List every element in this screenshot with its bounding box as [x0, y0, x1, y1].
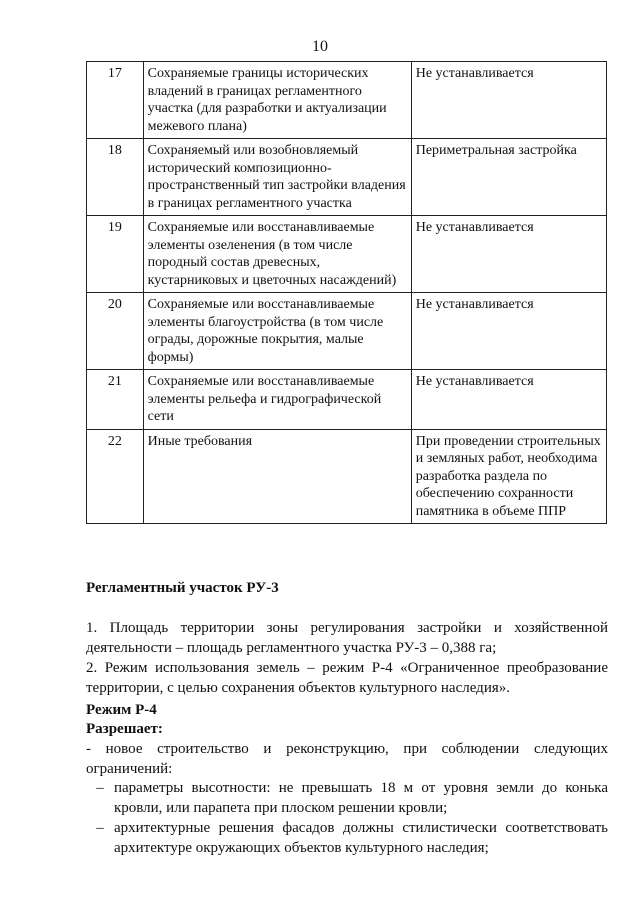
requirements-table — [86, 61, 607, 524]
page-number: 10 — [312, 38, 328, 55]
table-row — [87, 216, 607, 293]
requirement-value-cell: Не устанавливается — [411, 370, 606, 430]
requirement-value-cell: Не устанавливается — [411, 293, 606, 370]
row-number-cell: 21 — [87, 370, 144, 430]
restriction-item — [86, 818, 608, 858]
table-row — [87, 293, 607, 370]
table-row — [87, 62, 607, 139]
row-number-cell: 20 — [87, 293, 144, 370]
row-number-cell: 17 — [87, 62, 144, 139]
requirement-name-cell: Сохраняемые или восстанавливаемые элементы озеленения (в том числе породный состав древесных, кустарниковых и цветочных насаждений) — [143, 216, 411, 293]
table-row — [87, 370, 607, 430]
row-number-cell: 18 — [87, 139, 144, 216]
land-use-paragraph: 2. Режим использования земель – режим Р-4 «Ограниченное преобразование территории, с целью сохранения объектов культурного наследия». — [86, 660, 608, 696]
mode-heading: Режим Р-4 — [86, 702, 157, 718]
allows-intro: - новое строительство и реконструкцию, при соблюдении следующих ограничений: — [86, 741, 608, 777]
requirement-value-cell: Не устанавливается — [411, 216, 606, 293]
row-number-cell: 19 — [87, 216, 144, 293]
restriction-item — [86, 778, 608, 818]
dash-bullet: – — [96, 780, 104, 796]
section-heading: Регламентный участок РУ-3 — [86, 580, 279, 596]
requirement-value-cell: Не устанавливается — [411, 62, 606, 139]
area-paragraph: 1. Площадь территории зоны регулирования застройки и хозяйственной деятельности – площадь регламентного участка РУ-3 – 0,388 га; — [86, 620, 608, 656]
restriction-text: архитектурные решения фасадов должны стилистически соответствовать архитектуре окружающих объектов культурного наследия; — [114, 820, 608, 856]
restriction-text: параметры высотности: не превышать 18 м от уровня земли до конька кровли, или парапета при плоском решении кровли; — [114, 780, 608, 816]
requirement-value-cell: Периметральная застройка — [411, 139, 606, 216]
requirement-value-cell: При проведении строительных и земляных работ, необходима разработка раздела по обеспечению сохранности памятника в объеме ППР — [411, 429, 606, 524]
allows-heading: Разрешает: — [86, 721, 163, 737]
table-row — [87, 139, 607, 216]
dash-bullet: – — [96, 820, 104, 836]
requirement-name-cell: Сохраняемые или восстанавливаемые элементы рельефа и гидрографической сети — [143, 370, 411, 430]
requirement-name-cell: Сохраняемые или восстанавливаемые элементы благоустройства (в том числе ограды, дорожные покрытия, малые формы) — [143, 293, 411, 370]
restrictions-list — [86, 778, 608, 858]
row-number-cell: 22 — [87, 429, 144, 524]
requirement-name-cell: Сохраняемый или возобновляемый исторический композиционно-пространственный тип застройки владения в границах регламентного участка — [143, 139, 411, 216]
requirements-table-body — [87, 62, 607, 524]
requirement-name-cell: Сохраняемые границы исторических владений в границах регламентного участка (для разработки и актуализации межевого плана) — [143, 62, 411, 139]
table-row — [87, 429, 607, 524]
requirement-name-cell: Иные требования — [143, 429, 411, 524]
